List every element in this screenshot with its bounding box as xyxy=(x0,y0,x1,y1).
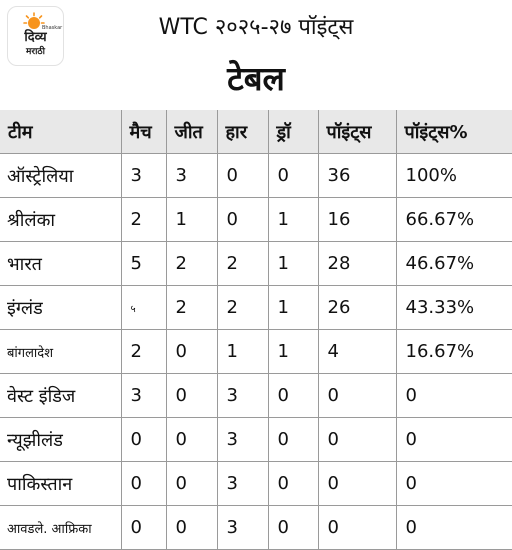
table-row xyxy=(0,506,512,550)
matches-cell: 5 xyxy=(121,242,166,286)
team-name: भारत xyxy=(0,242,121,286)
team-name: पाकिस्तान xyxy=(0,462,121,506)
lost-cell: 3 xyxy=(217,506,268,550)
points-percent-cell: 0 xyxy=(396,374,512,418)
won-cell: 3 xyxy=(166,154,217,198)
points-percent-cell: 43.33% xyxy=(396,286,512,330)
table-row xyxy=(0,330,512,374)
points-cell: 4 xyxy=(318,330,396,374)
table-row xyxy=(0,198,512,242)
table-row xyxy=(0,242,512,286)
column-header-matches: मैच xyxy=(121,110,166,154)
matches-cell: 3 xyxy=(121,154,166,198)
matches-cell: ५ xyxy=(121,286,166,330)
team-name: बांगलादेश xyxy=(0,330,121,374)
won-cell: 1 xyxy=(166,198,217,242)
draw-cell: 1 xyxy=(268,330,318,374)
matches-cell: 0 xyxy=(121,506,166,550)
column-header-won: जीत xyxy=(166,110,217,154)
column-header-draw: ड्रॉ xyxy=(268,110,318,154)
won-cell: 2 xyxy=(166,242,217,286)
column-header-team: टीम xyxy=(0,110,121,154)
points-cell: 36 xyxy=(318,154,396,198)
team-name: ऑस्ट्रेलिया xyxy=(0,154,121,198)
points-cell: 0 xyxy=(318,374,396,418)
column-header-points-percent: पॉइंट्स% xyxy=(396,110,512,154)
table-header-row xyxy=(0,110,512,154)
points-percent-cell: 16.67% xyxy=(396,330,512,374)
points-percent-cell: 0 xyxy=(396,506,512,550)
won-cell: 0 xyxy=(166,418,217,462)
draw-cell: 0 xyxy=(268,418,318,462)
lost-cell: 2 xyxy=(217,286,268,330)
lost-cell: 0 xyxy=(217,154,268,198)
points-percent-cell: 66.67% xyxy=(396,198,512,242)
won-cell: 0 xyxy=(166,330,217,374)
team-name: श्रीलंका xyxy=(0,198,121,242)
points-cell: 26 xyxy=(318,286,396,330)
page-header xyxy=(0,0,512,110)
column-header-points: पॉइंट्स xyxy=(318,110,396,154)
team-name: आवडले. आफ्रिका xyxy=(0,506,121,550)
points-percent-cell: 0 xyxy=(396,462,512,506)
draw-cell: 0 xyxy=(268,462,318,506)
won-cell: 0 xyxy=(166,374,217,418)
divya-marathi-logo xyxy=(7,6,64,66)
table-row xyxy=(0,418,512,462)
points-cell: 0 xyxy=(318,418,396,462)
points-percent-cell: 0 xyxy=(396,418,512,462)
won-cell: 0 xyxy=(166,462,217,506)
table-row xyxy=(0,286,512,330)
logo-word-divya: दिव्य xyxy=(24,30,47,45)
matches-cell: 0 xyxy=(121,462,166,506)
lost-cell: 0 xyxy=(217,198,268,242)
draw-cell: 1 xyxy=(268,286,318,330)
draw-cell: 0 xyxy=(268,154,318,198)
matches-cell: 2 xyxy=(121,330,166,374)
points-percent-cell: 46.67% xyxy=(396,242,512,286)
points-cell: 0 xyxy=(318,462,396,506)
draw-cell: 0 xyxy=(268,374,318,418)
column-header-lost: हार xyxy=(217,110,268,154)
points-cell: 16 xyxy=(318,198,396,242)
points-cell: 28 xyxy=(318,242,396,286)
matches-cell: 3 xyxy=(121,374,166,418)
draw-cell: 1 xyxy=(268,242,318,286)
won-cell: 2 xyxy=(166,286,217,330)
matches-cell: 0 xyxy=(121,418,166,462)
points-cell: 0 xyxy=(318,506,396,550)
team-name: इंग्लंड xyxy=(0,286,121,330)
page-title: WTC २०२५-२७ पॉइंट्स xyxy=(158,15,354,40)
lost-cell: 3 xyxy=(217,418,268,462)
draw-cell: 1 xyxy=(268,198,318,242)
points-table xyxy=(0,110,512,550)
team-name: न्यूझीलंड xyxy=(0,418,121,462)
table-row xyxy=(0,462,512,506)
logo-small-text: Bhaskar xyxy=(42,25,63,31)
lost-cell: 2 xyxy=(217,242,268,286)
matches-cell: 2 xyxy=(121,198,166,242)
logo-word-marathi: मराठी xyxy=(26,47,45,57)
lost-cell: 3 xyxy=(217,374,268,418)
table-row xyxy=(0,374,512,418)
points-percent-cell: 100% xyxy=(396,154,512,198)
won-cell: 0 xyxy=(166,506,217,550)
team-name: वेस्ट इंडिज xyxy=(0,374,121,418)
lost-cell: 1 xyxy=(217,330,268,374)
draw-cell: 0 xyxy=(268,506,318,550)
page-subtitle: टेबल xyxy=(227,59,285,98)
table-row xyxy=(0,154,512,198)
lost-cell: 3 xyxy=(217,462,268,506)
